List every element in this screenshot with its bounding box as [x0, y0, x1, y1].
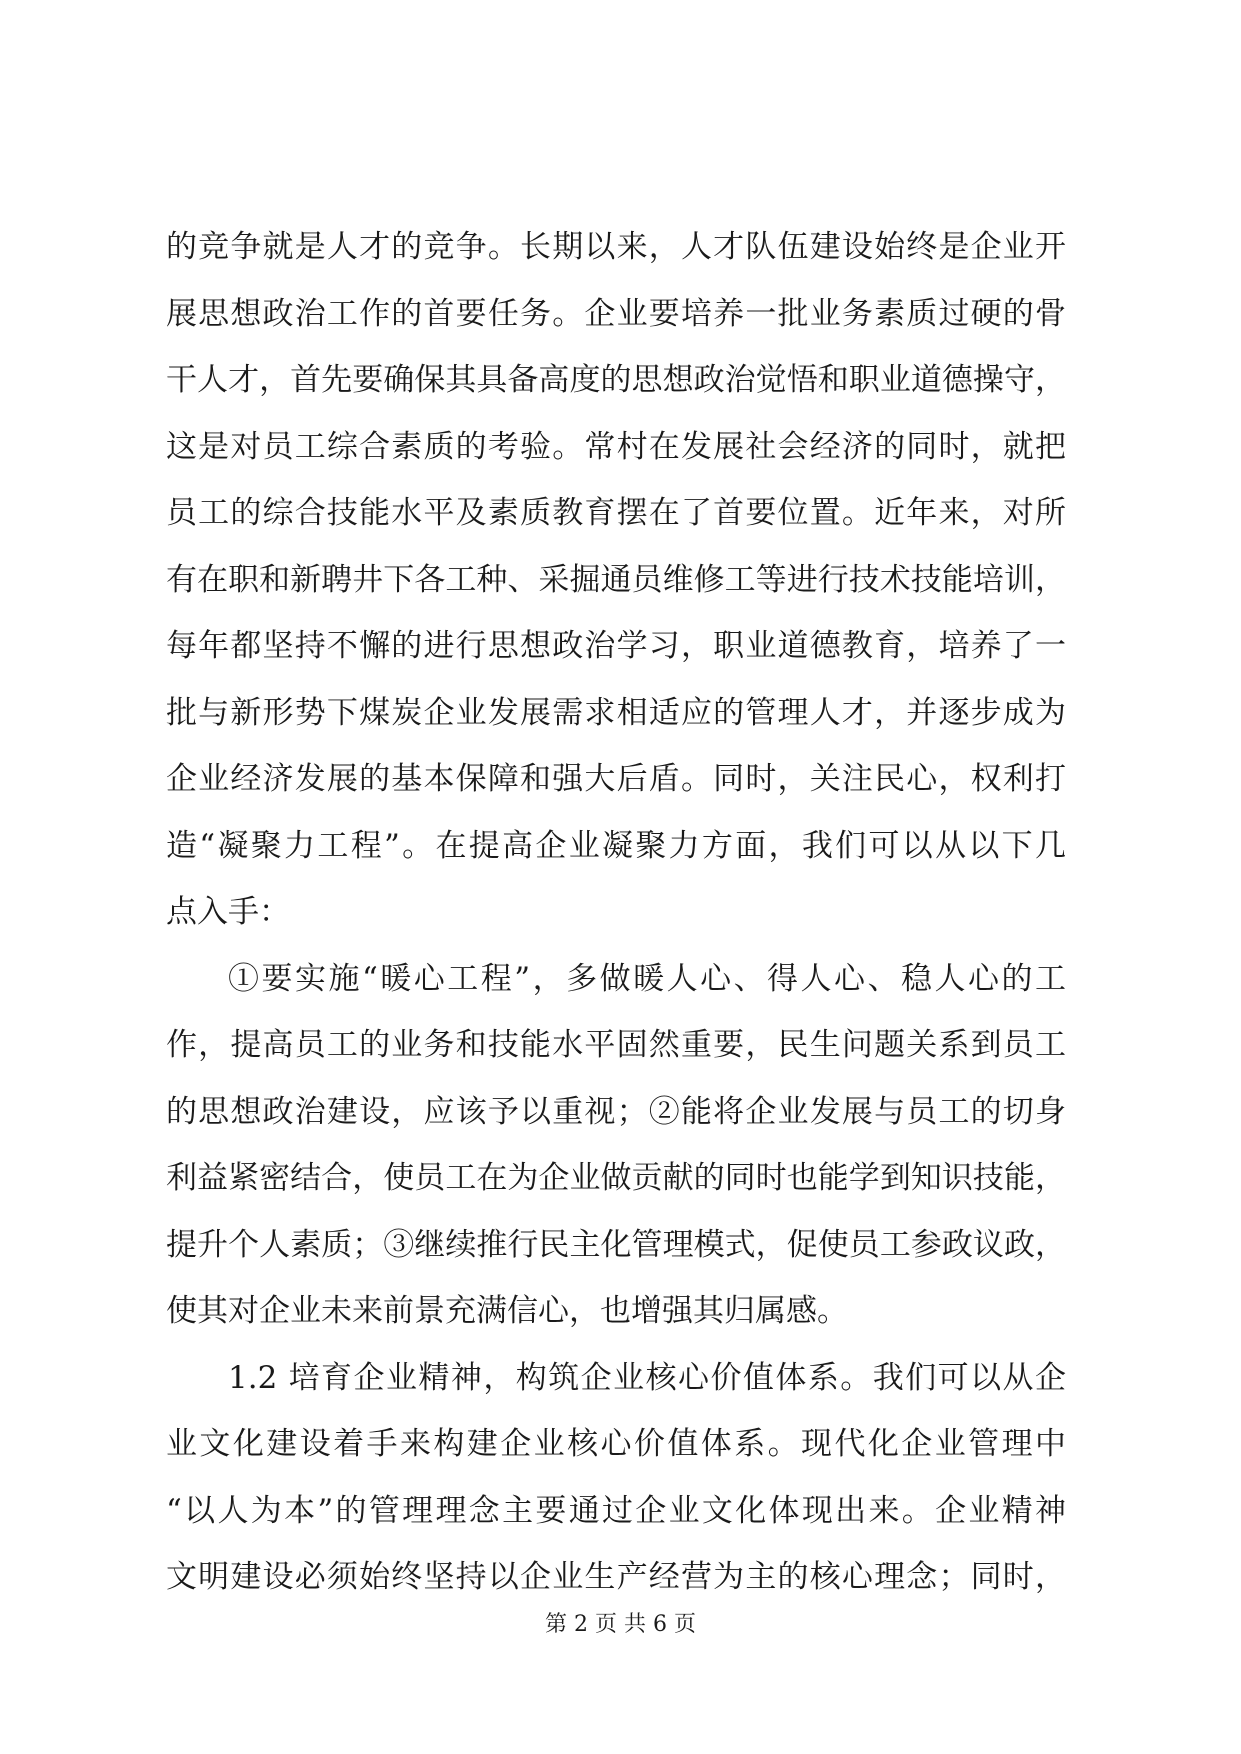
text-line: 作，提高员工的业务和技能水平固然重要，民生问题关系到员工: [166, 1027, 1066, 1063]
text-line: 批与新形势下煤炭企业发展需求相适应的管理人才，并逐步成为: [166, 694, 1066, 731]
text-line: 使其对企业未来前景充满信心，也增强其归属感。: [166, 1293, 848, 1329]
text-line: 的思想政治建设，应该予以重视；②能将企业发展与员工的切身: [166, 1093, 1066, 1130]
text-line: 造“凝聚力工程”。在提高企业凝聚力方面，我们可以从以下几: [166, 827, 1066, 864]
text-line: 这是对员工综合素质的考验。常村在发展社会经济的同时，就把: [166, 428, 1066, 465]
text-line: 点入手：: [166, 894, 290, 930]
text-line: 每年都坚持不懈的进行思想政治学习，职业道德教育，培养了一: [166, 628, 1066, 664]
text-line: 业文化建设着手来构建企业核心价值体系。现代化企业管理中: [166, 1426, 1066, 1462]
text-line: 提升个人素质；③继续推行民主化管理模式，促使员工参政议政，: [166, 1226, 1066, 1263]
text-line: 1.2 培育企业精神，构筑企业核心价值体系。我们可以从企: [228, 1359, 1066, 1396]
text-line: 文明建设必须始终坚持以企业生产经营为主的核心理念；同时，: [166, 1559, 1066, 1595]
page-number-footer: 第 2 页 共 6 页: [545, 1612, 696, 1637]
text-line: 利益紧密结合，使员工在为企业做贡献的同时也能学到知识技能，: [166, 1160, 1066, 1196]
text-line: 企业经济发展的基本保障和强大后盾。同时，关注民心，权利打: [166, 761, 1066, 797]
text-line: “以人为本”的管理理念主要通过企业文化体现出来。企业精神: [166, 1492, 1066, 1529]
body-text: [166, 228, 1066, 1625]
text-line: 干人才，首先要确保其具备高度的思想政治觉悟和职业道德操守，: [166, 362, 1066, 398]
text-line: 员工的综合技能水平及素质教育摆在了首要位置。近年来，对所: [166, 495, 1066, 531]
text-line: 展思想政治工作的首要任务。企业要培养一批业务素质过硬的骨: [166, 295, 1066, 332]
text-line: ①要实施“暖心工程”，多做暖人心、得人心、稳人心的工: [228, 960, 1066, 997]
text-line: 有在职和新聘井下各工种、采掘通员维修工等进行技术技能培训，: [166, 561, 1066, 598]
text-line: 的竞争就是人才的竞争。长期以来，人才队伍建设始终是企业开: [166, 229, 1066, 265]
